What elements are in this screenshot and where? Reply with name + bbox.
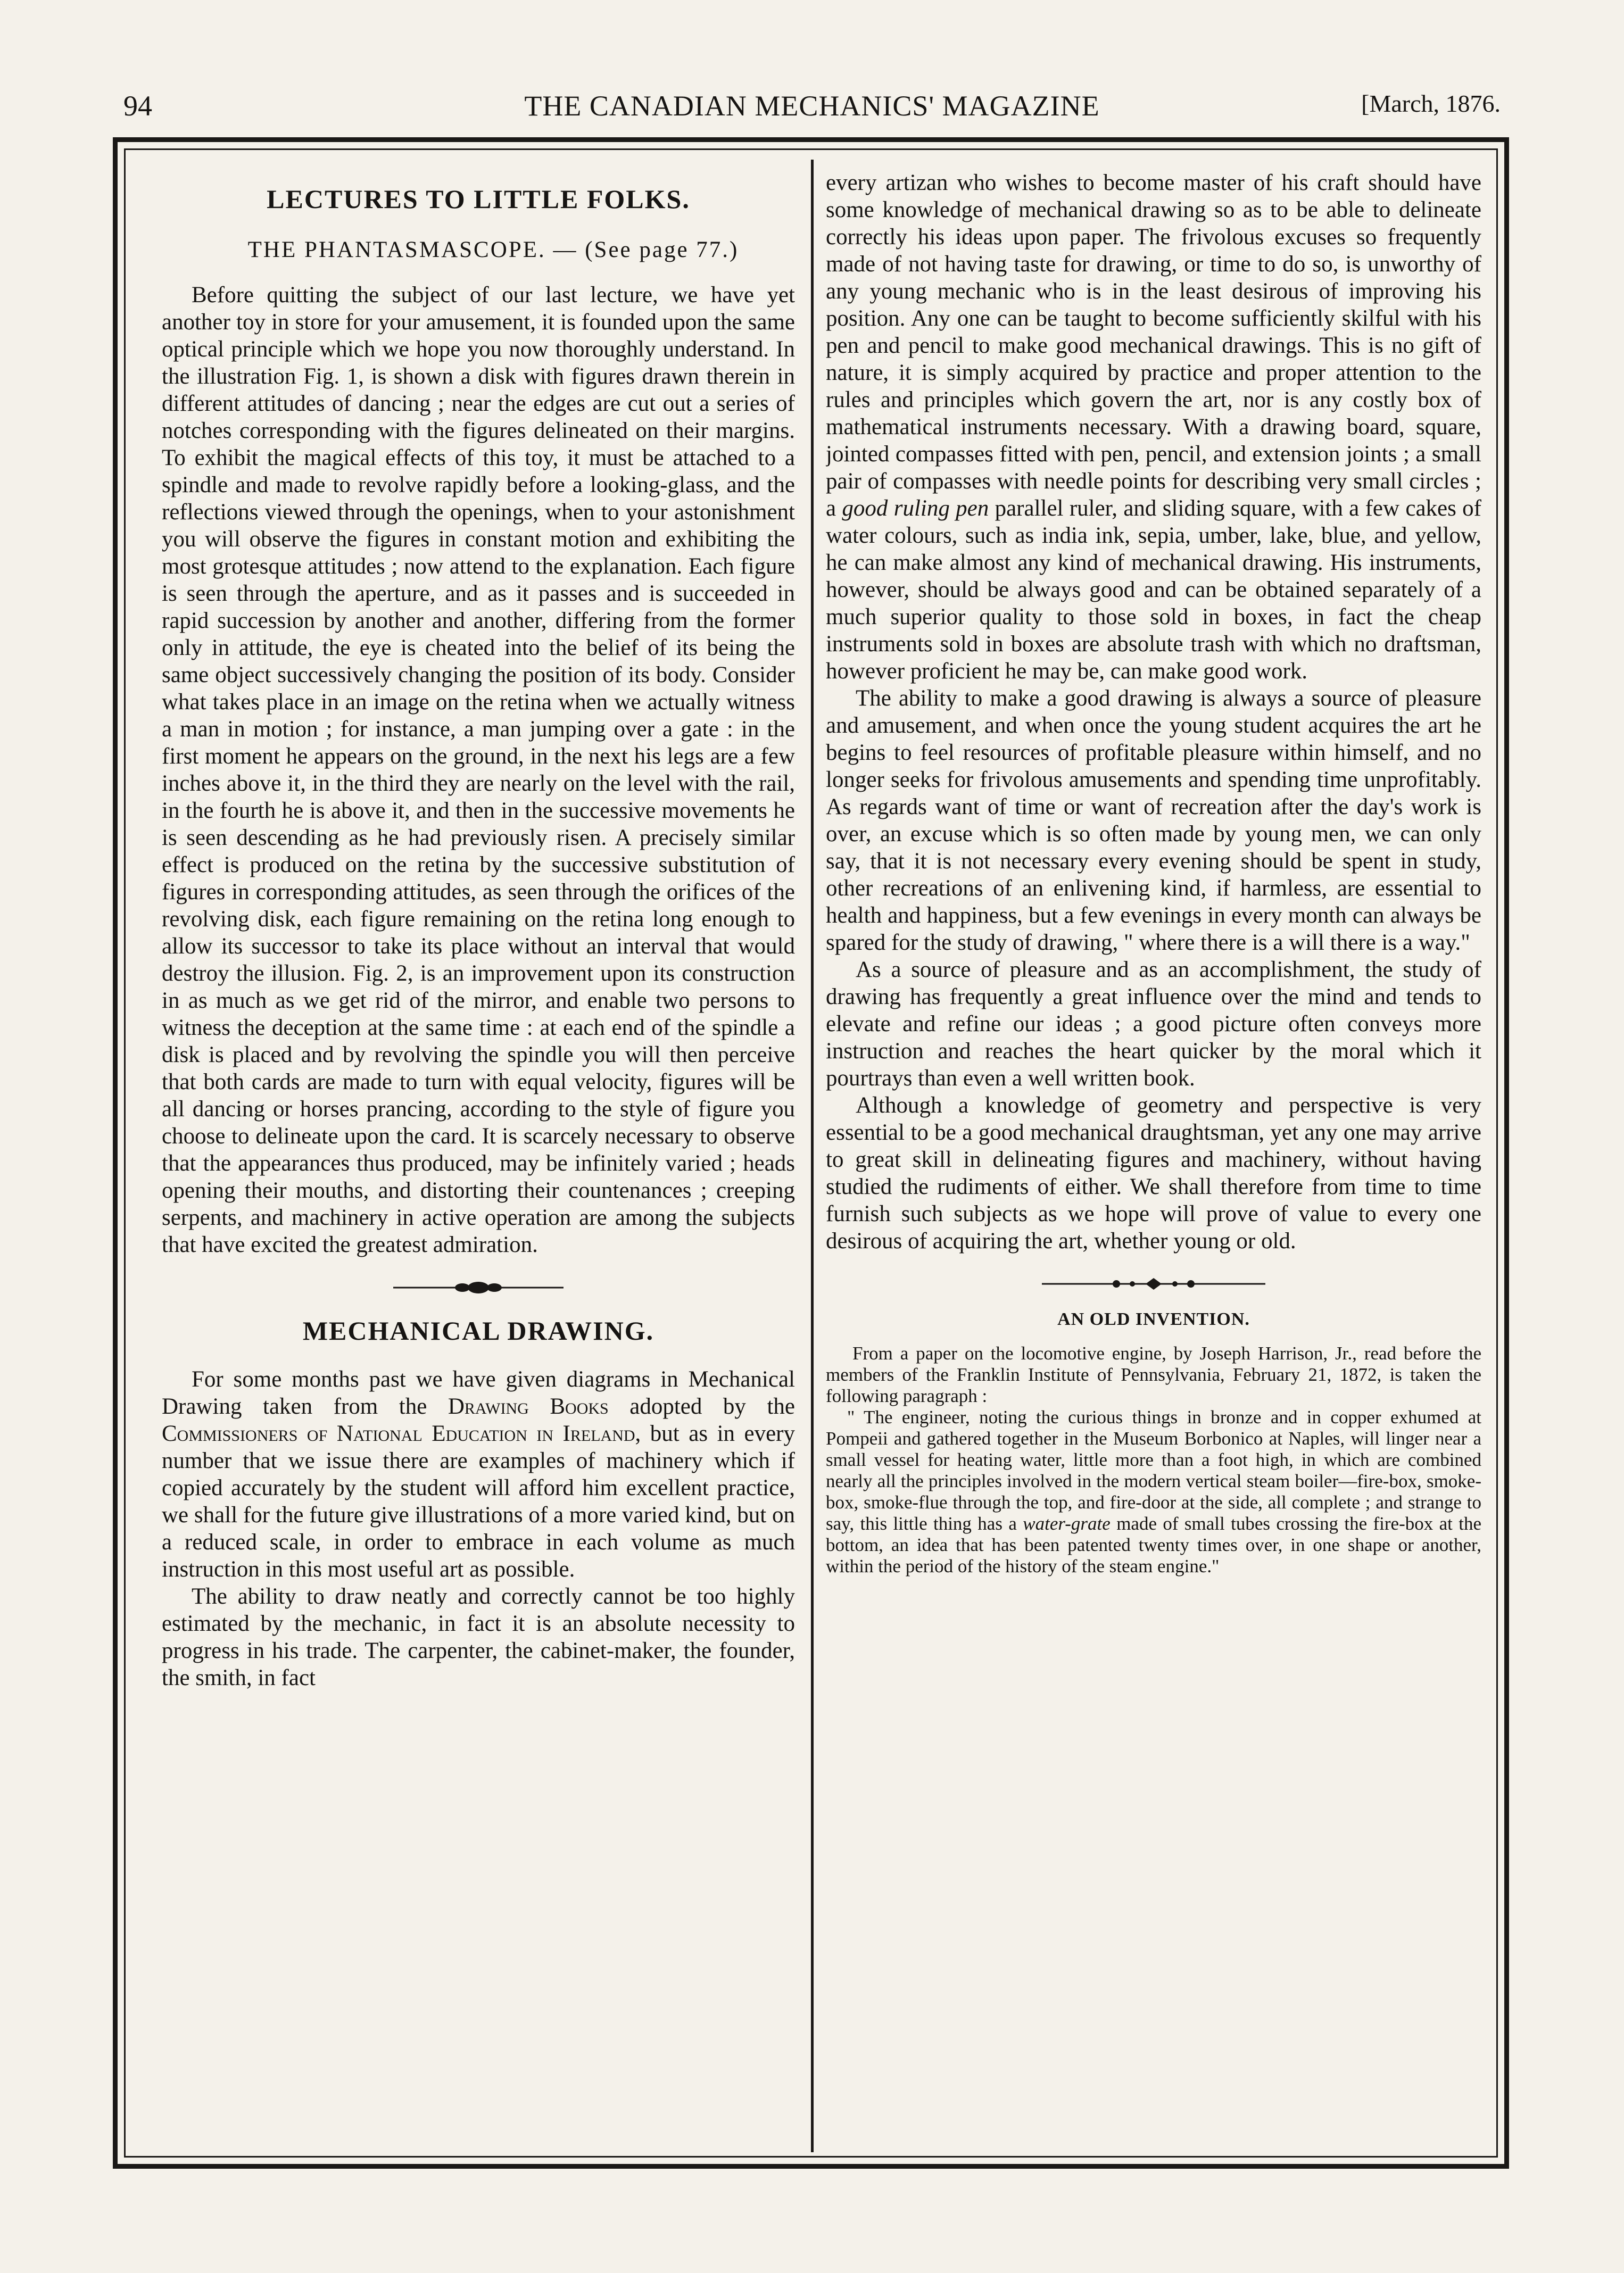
- old-invention-intro: From a paper on the locomotive engine, by Joseph Harrison, Jr., read before the members of the Franklin Institute of Pennsylvania, February 21, 1872, is taken the following paragraph :: [826, 1343, 1481, 1406]
- mechanical-para-1: For some months past we have given diagrams in Mechanical Drawing taken from the Drawing Books adopted by the Commissioners of National Education in Ireland, but as in every number that we issue there are examples of machinery which if copied accurately by the student will afford him excellent practice, we shall for the future give illustrations of a more varied kind, but on a reduced scale, in order to embrace in each volume as much instruction in this most useful art as possible.: [162, 1367, 795, 1582]
- mechanical-para-4: As a source of pleasure and as an accomplishment, the study of drawing has frequently a great influence over the mind and tends to elevate and refine our ideas ; a good picture often conveys more instruction and reaches the heart quicker by the moral which it pourtrays than even a well written book.: [826, 957, 1481, 1091]
- left-column: [162, 183, 795, 2146]
- ornament-divider-icon: [383, 1280, 574, 1296]
- old-invention-title: AN OLD INVENTION.: [1057, 1309, 1250, 1329]
- column-divider: [811, 160, 814, 2152]
- mechanical-drawing-title: MECHANICAL DRAWING.: [302, 1316, 654, 1346]
- lecture-subtitle: THE PHANTASMASCOPE. — (See page 77.): [247, 237, 739, 262]
- old-invention-quote: " The engineer, noting the curious things in bronze and in copper exhumed at Pompeii and gathered together in the Museum Borbonico at Naples, will linger near a small vessel for heating water, little more than a foot high, in which are combined nearly all the principles involved in the modern vertical steam boiler—fire-box, smoke-box, smoke-flue through the top, and fire-door at the side, all complete ; and strange to say, this little thing has a water-grate made of small tubes crossing the fire-box at the bottom, an idea that has been patented twenty times over, in one shape or another, within the period of the history of the steam engine.": [826, 1407, 1481, 1577]
- page-number: 94: [123, 90, 152, 122]
- mechanical-para-2-start: The ability to draw neatly and correctly cannot be too highly estimated by the mechanic, in fact it is an absolute necessity to progress in his trade. The carpenter, the cabinet-maker, the founder, the smith, in fact: [162, 1584, 795, 1690]
- right-column: [826, 169, 1481, 2146]
- lecture-body: Before quitting the subject of our last lecture, we have yet another toy in store for your amusement, it is founded upon the same optical principle which we hope you now thoroughly understand. In the illustration Fig. 1, is shown a disk with figures drawn therein in different attitudes of dancing ; near the edges are cut out a series of notches corresponding with the figures delineated on their margins. To exhibit the magical effects of this toy, it must be attached to a spindle and made to revolve rapidly before a looking-glass, and the reflections viewed through the openings, when to your astonishment you will observe the figures in constant motion and exhibiting the most grotesque attitudes ; now attend to the explanation. Each figure is seen through the aperture, and as it passes and is succeeded in rapid succession by another and another, differing from the former only in attitude, the eye is cheated into the belief of its being the same object successively changing the position of its body. Consider what takes place in an image on the retina when we actually witness a man in motion ; for instance, a man jumping over a gate : in the first moment he appears on the ground, in the next his legs are a few inches above it, in the third they are nearly on the level with the rail, in the fourth he is above it, and then in the successive movements he is seen descending as he had previously risen. A precisely similar effect is produced on the retina by the successive substitution of figures in corresponding attitudes, as seen through the orifices of the revolving disk, each figure remaining on the retina long enough to allow its successor to take its place without an interval that would destroy the illusion. Fig. 2, is an improvement upon its construction in as much as we get rid of the mirror, and enable two persons to witness the deception at the same time : at each end of the spindle a disk is placed and by revolving the spindle you will then perceive that both cards are made to turn with equal velocity, figures will be all dancing or horses prancing, according to the style of figure you choose to delineate upon the card. It is scarcely necessary to observe that the appearances thus produced, may be infinitely varied ; heads opening their mouths, and distorting their countenances ; creeping serpents, and machinery in active operation are among the subjects that have excited the greatest admiration.: [162, 283, 795, 1257]
- running-title: THE CANADIAN MECHANICS' MAGAZINE: [524, 90, 1100, 122]
- issue-date: [March, 1876.: [1361, 90, 1501, 117]
- page-header: [0, 0, 1624, 138]
- lecture-title: LECTURES TO LITTLE FOLKS.: [267, 184, 690, 214]
- ornament-divider-icon: [1037, 1276, 1271, 1292]
- mechanical-para-5: Although a knowledge of geometry and perspective is very essential to be a good mechanical draughtsman, yet any one may arrive to great skill in delineating figures and machinery, without having studied the rudiments of either. We shall therefore from time to time furnish such subjects as we hope will prove of value to every one desirous of acquiring the art, whether young or old.: [826, 1093, 1481, 1254]
- mechanical-para-2-continued: every artizan who wishes to become master of his craft should have some knowledge of mechanical drawing so as to be able to delineate correctly his ideas upon paper. The frivolous excuses so frequently made of not having taste for drawing, or time to do so, is unworthy of any young mechanic who is in the least desirous of improving his position. Any one can be taught to become sufficiently skilful with his pen and pencil to make good mechanical drawings. This is no gift of nature, it is simply acquired by practice and proper attention to the rules and principles which govern the art, nor is any costly box of mathematical instruments necessary. With a drawing board, square, jointed compasses fitted with pen, pencil, and extension joints ; a small pair of compasses with needle points for describing very small circles ; a good ruling pen parallel ruler, and sliding square, with a few cakes of water colours, such as india ink, sepia, umber, lake, blue, and yellow, he can make almost any kind of mechanical drawing. His instruments, however, should be always good and can be obtained separately of a much superior quality to those sold in boxes, in fact the cheap instruments sold in boxes are absolute trash with which no draftsman, however proficient he may be, can make good work.: [826, 170, 1481, 684]
- mechanical-para-3: The ability to make a good drawing is always a source of pleasure and amusement, and when once the young student acquires the art he begins to feel resources of profitable pleasure within himself, and no longer seeks for frivolous amusements and spending time unprofitably. As regards want of time or want of recreation after the day's work is over, an excuse which is so often made by young men, we can only say, that it is not necessary every evening should be spent in study, other recreations of an enlivening kind, if harmless, are essential to health and happiness, but a few evenings in every month can always be spared for the study of drawing, " where there is a will there is a way.": [826, 686, 1481, 955]
